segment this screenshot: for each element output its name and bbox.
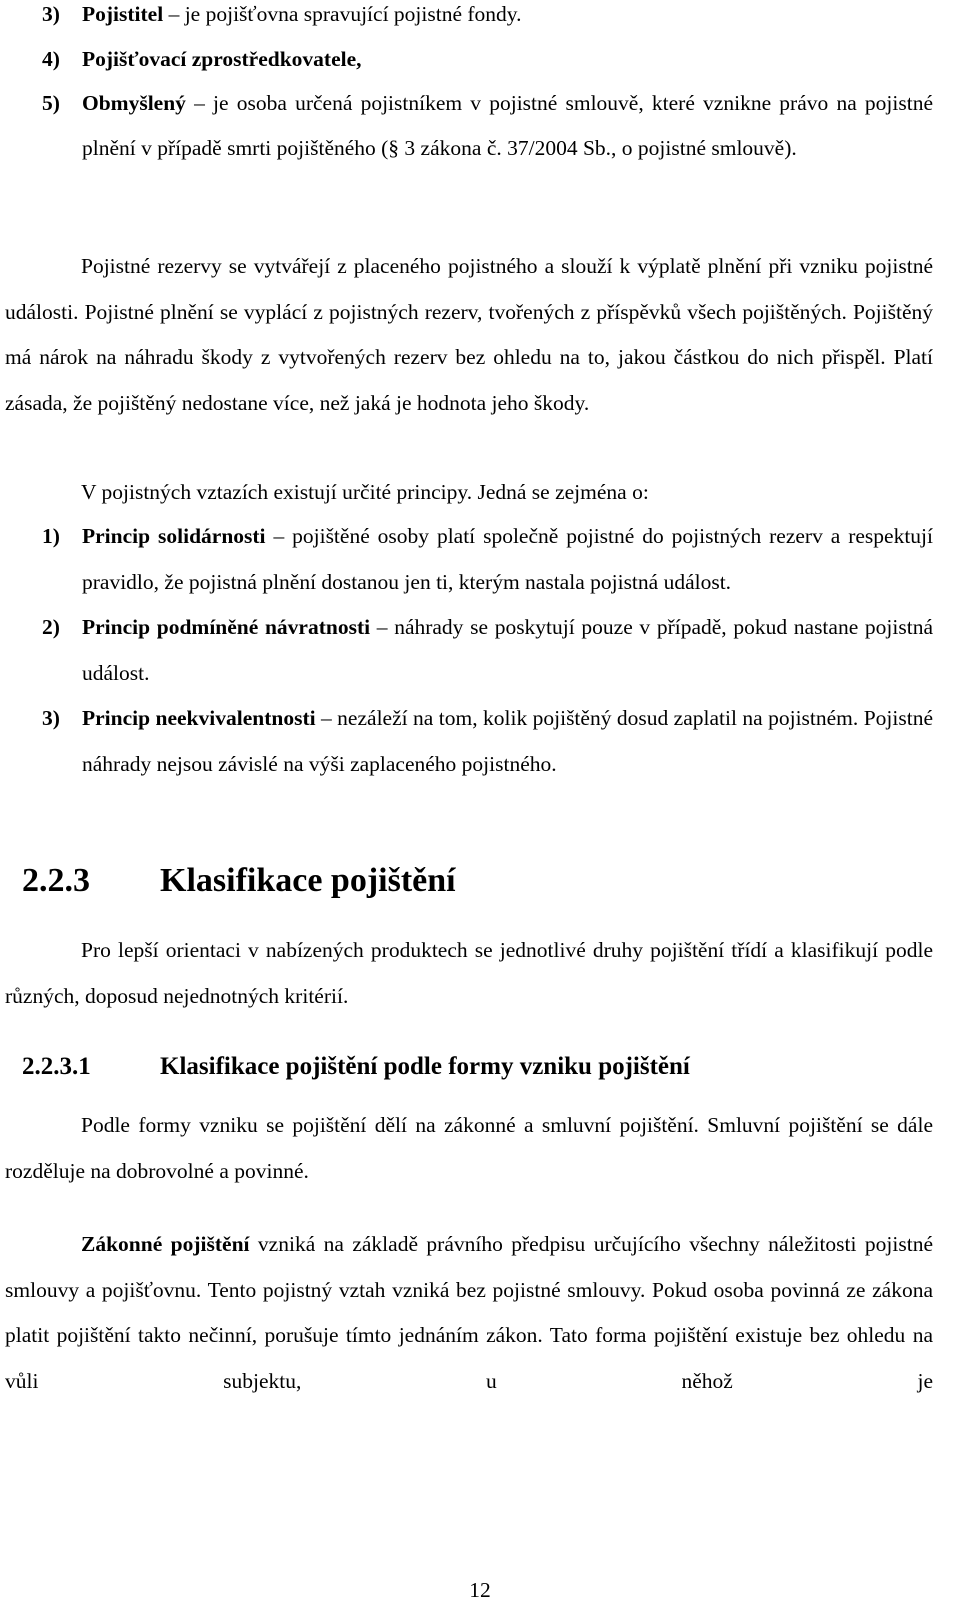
list-term: Princip solidárnosti <box>82 524 266 548</box>
list-number: 5) <box>42 91 60 115</box>
list-text: – je pojišťovna spravující pojistné fondy. <box>163 2 522 26</box>
list-item <box>5 81 933 170</box>
subsection-title: Klasifikace pojištění podle formy vzniku pojištění <box>160 1053 690 1080</box>
section-number: 2.2.3 <box>22 862 90 899</box>
list-term: Obmyšlený <box>82 91 186 115</box>
list-text: – nezáleží na tom, kolik pojištěný dosud zaplatil na pojistném. Pojistné náhrady nejsou závislé na výši zaplaceného pojistného. <box>82 706 933 776</box>
paragraph-classification: Pro lepší orientaci v nabízených produktech se jednotlivé druhy pojištění třídí a klasifikují podle různých, doposud nejednotných kritérií. <box>5 938 933 1008</box>
list-number: 4) <box>42 46 60 71</box>
list-item <box>5 0 933 37</box>
list-item <box>5 37 933 82</box>
list-item <box>5 605 933 696</box>
principles-list <box>5 514 933 787</box>
top-list <box>5 0 933 170</box>
list-term: Pojistitel <box>82 2 164 26</box>
list-item <box>5 514 933 605</box>
section-title: Klasifikace pojištění <box>160 862 456 899</box>
subsection-heading <box>5 1053 933 1087</box>
paragraph-statutory <box>5 1222 933 1404</box>
subsection-number: 2.2.3.1 <box>22 1053 91 1080</box>
section-heading <box>5 862 933 908</box>
list-term: Princip podmíněné návratnosti <box>82 615 371 639</box>
paragraph-reserves: Pojistné rezervy se vytvářejí z placeného pojistného a slouží k výplatě plnění při vzniku pojistné události. Pojistné plnění se vyplácí z pojistných rezerv, tvořených z příspěvků všech pojištěných. Pojištěný má nárok na náhradu škody z vytvořených rezerv bez ohledu na to, jakou částkou do nich přispěl. Platí zásada, že pojištěný nedostane více, než jaká je hodnota jeho škody. <box>5 254 933 415</box>
list-number: 1) <box>42 524 60 548</box>
list-text: – pojištěné osoby platí společně pojistné do pojistných rezerv a respektují pravidlo, že pojistná plnění dostanou jen ti, kterým nastala pojistná událost. <box>82 524 933 594</box>
list-number: 3) <box>42 706 60 730</box>
list-term: Princip neekvivalentnosti <box>82 706 316 730</box>
paragraph-principles-intro: V pojistných vztazích existují určité principy. Jedná se zejména o: <box>81 480 649 504</box>
list-item <box>5 696 933 787</box>
statutory-text: vzniká na základě právního předpisu určujícího všechny náležitosti pojistné smlouvy a pojišťovnu. Tento pojistný vztah vzniká bez pojistné smlouvy. Pokud osoba povinná ze zákona platit pojištění takto nečinní, porušuje tímto jednáním zákon. Tato forma pojištění existuje bez ohledu na vůli subjektu, u něhož je <box>5 1232 933 1393</box>
list-term: Pojišťovací zprostředkovatele, <box>82 46 362 71</box>
list-number: 2) <box>42 615 60 639</box>
list-text: – náhrady se poskytují pouze v případě, pokud nastane pojistná událost. <box>82 615 933 685</box>
list-text: – je osoba určená pojistníkem v pojistné smlouvě, které vznikne právo na pojistné plnění v případě smrti pojištěného (§ 3 zákona č. 37/2004 Sb., o pojistné smlouvě). <box>82 91 933 160</box>
page-number: 12 <box>469 1578 491 1602</box>
paragraph-forms: Podle formy vzniku se pojištění dělí na zákonné a smluvní pojištění. Smluvní pojištění se dále rozděluje na dobrovolné a povinné. <box>5 1113 933 1183</box>
list-number: 3) <box>42 2 60 26</box>
statutory-term: Zákonné pojištění <box>81 1232 250 1256</box>
